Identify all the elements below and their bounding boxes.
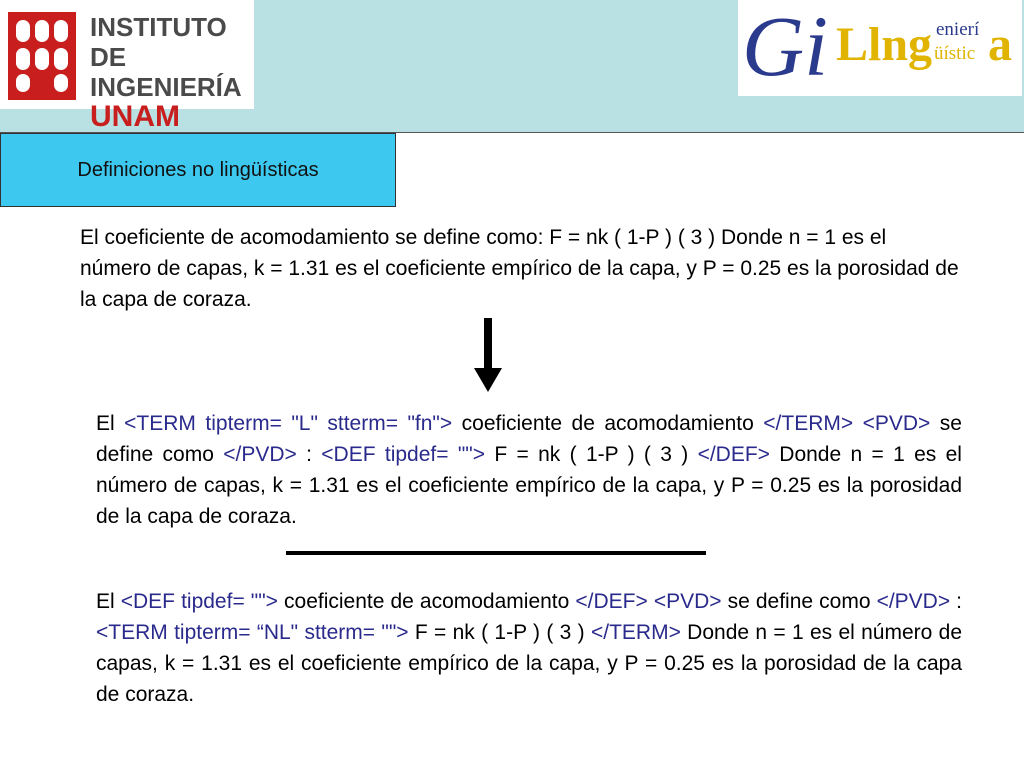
def-close-tag: </DEF>: [575, 590, 648, 613]
gil-logo-top: enierí: [936, 19, 980, 40]
term-close-tag: </TERM>: [590, 621, 681, 644]
annotated-text-term-first: [96, 408, 962, 532]
def-open-tag: <DEF tipdef= "">: [120, 590, 278, 613]
unam-mark-icon: [8, 12, 76, 100]
section-title: Definiciones no lingüísticas: [0, 133, 396, 207]
text-segment: se define como: [721, 590, 877, 613]
gil-logo-gi: Gi: [742, 0, 828, 94]
def-close-tag: </DEF>: [697, 443, 770, 466]
annotated-text-def-first: [96, 586, 962, 710]
instituto-ingenieria-logo: [0, 0, 254, 133]
text-segment: El: [96, 590, 121, 613]
pvd-close-tag: </PVD>: [223, 443, 297, 466]
term-close-tag: </TERM>: [763, 412, 854, 435]
term-open-tag: <TERM tipterm= "L" stterm= "fn">: [124, 412, 453, 435]
pvd-close-tag: </PVD>: [876, 590, 951, 613]
text-segment: F = nk ( 1-P ) ( 3 ): [408, 621, 591, 644]
text-segment: :: [296, 443, 322, 466]
header-banner: [0, 0, 1024, 133]
term-open-tag: <TERM tipterm= “NL" stterm= "">: [96, 621, 409, 644]
text-segment: [853, 412, 862, 435]
text-segment: F = nk ( 1-P ) ( 3 ): [485, 443, 698, 466]
gil-logo-lng: Llng: [836, 18, 933, 71]
def-open-tag: <DEF tipdef= "">: [321, 443, 486, 466]
text-segment: :: [950, 590, 963, 613]
original-definition-text: El coeficiente de acomodamiento se define como: F = nk ( 1-P ) ( 3 ) Donde n = 1 es el número de capas, k = 1.31 es el coeficiente empírico de la capa, y P = 0.25 es la porosidad de la capa de coraza.: [80, 226, 959, 311]
logo-line-instituto: INSTITUTO: [90, 12, 227, 42]
text-segment: Donde n = 1 es el número de capas, k = 1.31 es el coeficiente empírico de la capa, y P = 0.25 es la porosidad de la capa de coraza.: [96, 443, 962, 528]
text-segment: se define como: [96, 412, 962, 466]
text-segment: Donde n = 1 es el número de capas, k = 1.31 es el coeficiente empírico de la capa, y P = 0.25 es la porosidad de la capa de coraza.: [96, 621, 962, 706]
pvd-open-tag: <PVD>: [653, 590, 722, 613]
text-segment: El: [96, 412, 125, 435]
pvd-open-tag: <PVD>: [862, 412, 931, 435]
gil-logo-end: a: [988, 18, 1012, 71]
divider-line: [286, 551, 706, 555]
text-segment: coeficiente de acomodamiento: [277, 590, 576, 613]
down-arrow-icon: [470, 318, 506, 394]
text-segment: coeficiente de acomodamiento: [452, 412, 764, 435]
logo-line-unam: UNAM: [90, 100, 180, 133]
gil-logo-bottom: üístic: [934, 43, 976, 64]
logo-line-ingenieria: DE INGENIERÍA: [90, 42, 242, 102]
gil-logo: [738, 0, 1022, 96]
